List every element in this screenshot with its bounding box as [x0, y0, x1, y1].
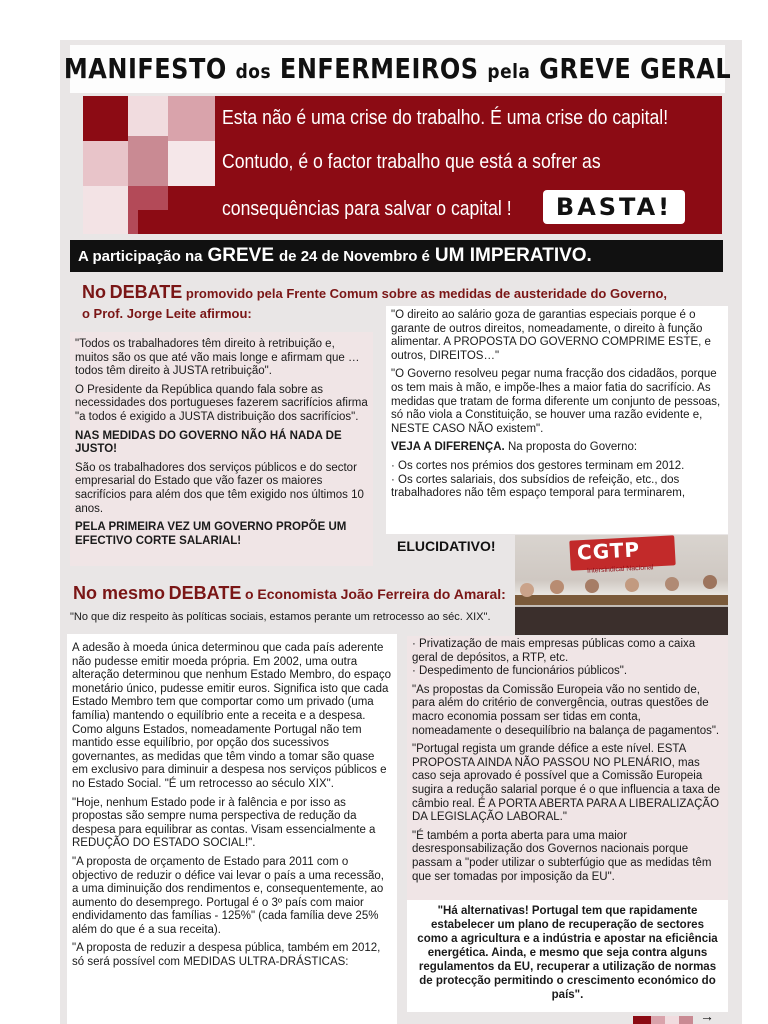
- heading-text: DEBATE: [109, 282, 183, 302]
- basta-badge: BASTA!: [543, 190, 685, 224]
- elucidativo-label: ELUCIDATIVO!: [397, 538, 496, 554]
- paragraph: "Portugal regista um grande défice a este nível. ESTA PROPOSTA AINDA NÃO PASSOU NO PLENÁRIO, mas caso seja aprovado é possível que a Comissão Europeia sugira a redução salarial porque é o que influencia a taxa de câmbio real. É A PORTA ABERTA PARA A LIBERALIZAÇÃO DA LEGISLAÇÃO LABORAL.": [412, 743, 721, 824]
- conference-photo: [515, 535, 728, 635]
- bar-text-strong: UM IMPERATIVO.: [434, 245, 592, 266]
- paragraph: Na proposta do Governo:: [507, 441, 638, 454]
- person: [550, 580, 564, 594]
- paragraph: São os trabalhadores dos serviços públicos e do sector empresarial do Estado que vão fazer os maiores sacrifícios para além dos que têm exigido nos últimos 10 anos.: [75, 461, 364, 515]
- slogan-line: Contudo, é o factor trabalho que está a sofrer as: [222, 151, 601, 173]
- bullet-item: · Privatização de mais empresas públicas como a caixa geral de depósitos, a RTP, etc.: [412, 638, 696, 664]
- heading-text: DEBATE: [168, 583, 242, 603]
- footer-square: [665, 1016, 679, 1024]
- paragraph: "O direito ao salário goza de garantias especiais porque é o garante de outros direitos, nomeadamente, o direito à função alimentar. A PROPOSTA DO GOVERNO COMPRIME ESTE, e outros, DIREITOS…": [391, 309, 711, 362]
- debate-heading: [82, 282, 667, 303]
- cgtp-banner-text: CGTP: [576, 537, 641, 565]
- strike-date-bar: [70, 240, 723, 272]
- footer-square: [651, 1016, 665, 1024]
- decorative-square: [128, 96, 168, 136]
- paragraph: O Presidente da República quando fala sobre as necessidades dos portugueses fazerem sacrifícios afirma "a todos é exigido a JUSTA distribuição dos sacrifícios".: [75, 383, 368, 423]
- bullet-item: · Os cortes salariais, dos subsídios de refeição, etc., dos trabalhadores não têm espaço temporal para terminarem,: [391, 473, 686, 500]
- paragraph: A adesão à moeda única determinou que cada país aderente não pudesse emitir moeda própria. Em 2002, uma outra alteração determinou que nenhum Estado Membro, do espaço monetário único, pudesse emitir euros. Significa isto que cada Estado Membro tem que comportar como um privado (uma família) mantendo o equilíbrio ente a receita e a despesa. Como alguns Estados, nomeadamente Portugal não tem mantido esse equilíbrio, por opção dos sucessivos governantes, as medidas que têm vindo a tomar são quase em exclusivo para diminuir a despesa nos serviços públicos e no Estado Social. "É um retrocesso ao século XIX".: [72, 642, 392, 790]
- conference-table: [515, 595, 728, 605]
- paragraph: "É também a porta aberta para uma maior desresponsabilização dos Governos nacionais porque passam a "poder utilizar o subterfúgio que as medidas têm que ser tomadas por imposição da EU".: [412, 829, 712, 883]
- decorative-square: [83, 186, 128, 234]
- title-part: pela: [487, 60, 531, 84]
- emphasis-text: PELA PRIMEIRA VEZ UM GOVERNO PROPÕE UM EFECTIVO CORTE SALARIAL!: [75, 521, 347, 547]
- person: [625, 578, 639, 592]
- debate-speaker: o Prof. Jorge Leite afirmou:: [82, 306, 252, 321]
- analysis-box-right: [407, 636, 728, 900]
- heading-text: No: [82, 282, 106, 302]
- alternatives-box: [407, 900, 728, 1012]
- paragraph: "A proposta de orçamento de Estado para 2011 com o objectivo de reduzir o défice vai levar o país a uma recessão, a uma diminuição dos rendimentos e, consequentemente, ao aumento do desemprego. Portugal é o 3º país com maior endividamento das famílias - 125%" (cada família deve 25% além do que é a sua receita).: [72, 855, 384, 936]
- cgtp-banner-sub: Intersindical Nacional: [586, 564, 654, 575]
- analysis-box-left: [67, 634, 397, 1024]
- bar-text: A participação na: [78, 247, 203, 265]
- footer-square: [679, 1016, 693, 1024]
- emphasis-text: VEJA A DIFERENÇA.: [391, 441, 505, 454]
- manifesto-title: [64, 53, 731, 85]
- title-part: GREVE GERAL: [539, 52, 732, 86]
- economist-quote: "No que diz respeito às políticas sociais, estamos perante um retrocesso ao séc. XIX".: [70, 611, 491, 623]
- bullet-item: · Os cortes nos prémios dos gestores terminam em 2012.: [391, 459, 685, 472]
- heading-text: No mesmo: [73, 583, 166, 603]
- decorative-square: [138, 210, 168, 234]
- paragraph: "Todos os trabalhadores têm direito à retribuição e, muitos são os que até vão mais longe e afirmam que … todos têm direito à JUSTA retribuição".: [75, 338, 360, 378]
- slogan-line: consequências para salvar o capital !: [222, 198, 512, 220]
- title-part: dos: [235, 60, 272, 84]
- person: [703, 575, 717, 589]
- footer-square: [633, 1016, 651, 1024]
- bar-text: de 24 de Novembro é: [279, 247, 430, 265]
- paragraph: "A proposta de reduzir a despesa pública, também em 2012, só será possível com MEDIDAS ULTRA-DRÁSTICAS:: [72, 942, 381, 969]
- paragraph: "Hoje, nenhum Estado pode ir à falência e por isso as propostas são sempre numa perspectiva de redução da despesa para equilibrar as contas. Visam essencialmente a REDUÇÃO DO ESTADO SOCIAL!".: [72, 796, 376, 850]
- decorative-square: [168, 186, 215, 234]
- quote-box-left: [70, 332, 373, 566]
- paragraph: "O Governo resolveu pegar numa fracção dos cidadãos, porque os tem mais à mão, e impõe-lhes a maior fatia do sacrifício. As medidas que tratam de forma diferente um conjunto de pessoas, só não viola a Constituição, se houver uma razão evidente e, NESTE CASO NÃO existem".: [391, 368, 721, 435]
- decorative-square: [83, 96, 128, 141]
- audience: [515, 607, 728, 635]
- paragraph: "As propostas da Comissão Europeia vão no sentido de, para além do critério de convergência, outras questões de macro economia possam ser tidas em conta, nomeadamente o desequilíbrio na balança de pagamentos".: [412, 683, 720, 737]
- arrow-right-icon: →: [700, 1008, 714, 1024]
- debate-heading: [73, 583, 506, 604]
- decorative-square: [168, 141, 215, 186]
- title-part: ENFERMEIROS: [279, 52, 479, 86]
- heading-text: promovido pela Frente Comum sobre as medidas de austeridade do Governo,: [185, 286, 668, 301]
- title-bar: [63, 45, 732, 93]
- heading-text: o Economista João Ferreira do Amaral:: [244, 586, 506, 602]
- emphasis-text: NAS MEDIDAS DO GOVERNO NÃO HÁ NADA DE JUSTO!: [75, 429, 342, 456]
- alternatives-statement: "Há alternativas! Portugal tem que rapidamente estabelecer um plano de recuperação de sectores como a agricultura e a indústria e apostar na eficiência energética. Ainda, e mesmo que seja contra alguns regulamentos da EU, recuperar a utilização de normas de protecção permitindo o crescimento económico do país".: [417, 905, 718, 1001]
- decorative-square: [128, 136, 168, 186]
- bar-text-strong: GREVE: [207, 245, 275, 266]
- bullet-item: · Despedimento de funcionários públicos".: [412, 665, 628, 678]
- person: [585, 579, 599, 593]
- slogan-line: Esta não é uma crise do trabalho. É uma crise do capital!: [222, 107, 669, 129]
- person: [665, 577, 679, 591]
- person: [520, 583, 534, 597]
- quote-box-right: [386, 306, 728, 534]
- decorative-square: [83, 141, 128, 186]
- decorative-square: [168, 96, 215, 141]
- title-part: MANIFESTO: [63, 52, 227, 86]
